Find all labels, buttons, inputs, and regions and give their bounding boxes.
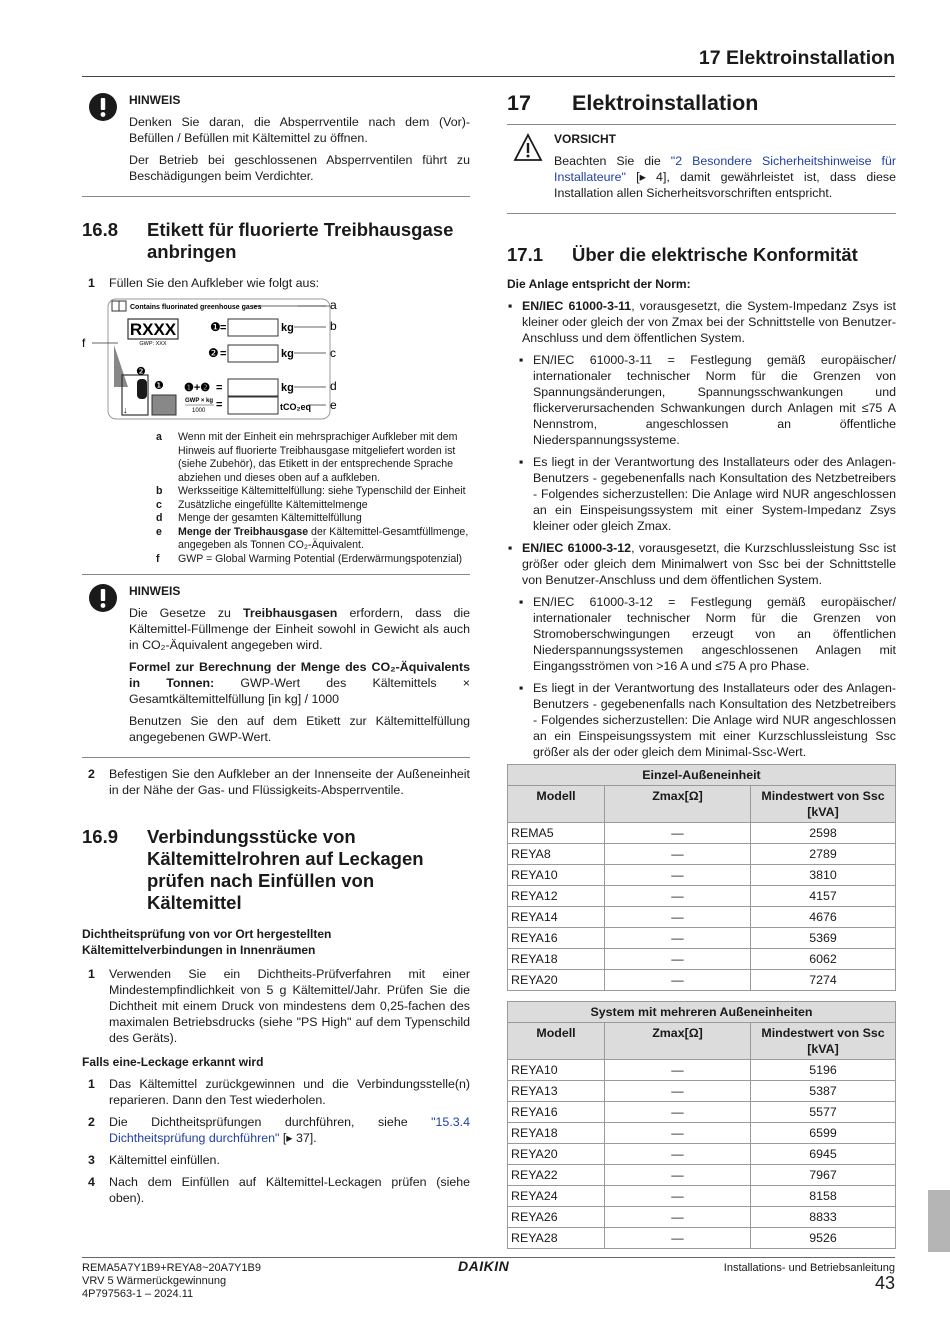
- section-heading-16-8: [82, 219, 470, 263]
- table-cell: —: [605, 1060, 751, 1081]
- notice-title: HINWEIS: [129, 93, 181, 107]
- table-cell: 4676: [751, 907, 896, 928]
- table-row: [508, 1060, 896, 1081]
- table-cell: —: [605, 928, 751, 949]
- footer-manual-title: Installations- und Betriebsanleitung: [723, 1262, 895, 1274]
- svg-text:=: =: [220, 322, 227, 334]
- label-sum: ❶+❷: [184, 382, 211, 394]
- table-cell: REYA18: [508, 1123, 605, 1144]
- table-cell: 2598: [751, 823, 896, 844]
- notice-hinweis-1: [82, 90, 470, 197]
- legend-item: a Wenn mit der Einheit ein mehrsprachiger Aufkleber mit dem Hinweis auf fluorierte Treibhausgase mitgeliefert worden ist (siehe Zubehör), das Etikett in der entsprechende Sprache abziehen und dieses oben auf a aufkleben.: [156, 431, 458, 484]
- table-cell: REYA18: [508, 949, 605, 970]
- table-cell: 3810: [751, 865, 896, 886]
- legend-item: e Menge der Treibhausgase der Kältemittel-Gesamtfüllmenge, angegeben als Tonnen CO₂-Äquivalent.: [156, 525, 469, 551]
- legend-item: c Zusätzliche eingefüllte Kältemittelmenge: [156, 498, 368, 511]
- footer-doc-info: REMA5A7Y1B9+REYA8~20A7Y1B9 VRV 5 Wärmerückgewinnung 4P797563-1 – 2024.11: [82, 1262, 261, 1300]
- table-row: [508, 1081, 896, 1102]
- step-number: 1: [88, 276, 95, 290]
- table-row: [508, 1165, 896, 1186]
- table-single-outdoor: Einzel-Außeneinheit Modell Zmax[Ω] Mindestwert von Ssc [kVA] REMA5 — 2598 REYA8 — 2789 REYA10 — 3810 REYA12 — 4157 REYA14 — 4676 REYA16 — 5369 REYA18 — 6062 REYA20 — 7274: [507, 764, 896, 991]
- table-cell: —: [605, 907, 751, 928]
- notice-title: HINWEIS: [129, 584, 181, 598]
- callout-c: c: [330, 346, 336, 360]
- table-cell: REYA20: [508, 970, 605, 991]
- step-item: 3 Kältemittel einfüllen.: [88, 1153, 220, 1167]
- notice-hinweis-2: [82, 575, 470, 758]
- table-caption: System mit mehreren Außeneinheiten: [508, 1002, 896, 1023]
- label-contains: Contains fluorinated greenhouse gases: [130, 304, 262, 311]
- callout-f: f: [82, 336, 86, 350]
- label-kg: kg: [281, 382, 294, 394]
- table-cell: REYA12: [508, 886, 605, 907]
- legend-item: f GWP = Global Warming Potential (Erderwärmungspotenzial): [156, 552, 463, 565]
- label-kg: kg: [281, 348, 294, 360]
- label-marker-two: ❷: [136, 366, 146, 378]
- table-cell: —: [605, 844, 751, 865]
- table-cell: 7274: [751, 970, 896, 991]
- chapter-tab-marker: [928, 1190, 950, 1252]
- table-cell: —: [605, 1081, 751, 1102]
- page-number: 43: [874, 1273, 895, 1293]
- table-cell: REYA26: [508, 1207, 605, 1228]
- table-row: [508, 823, 896, 844]
- table-cell: REYA13: [508, 1081, 605, 1102]
- notice-text: Benutzen Sie den auf dem Etikett zur Kältemittelfüllung angegebenen GWP-Wert.: [129, 714, 470, 744]
- notice-text: Denken Sie daran, die Absperrventile nach dem (Vor)-Befüllen / Befüllen mit Kältemittel zu öffnen.: [129, 115, 470, 145]
- table-cell: REYA10: [508, 865, 605, 886]
- bullet-item: ▪ EN/IEC 61000-3-11, vorausgesetzt, die System-Impedanz Zsys ist kleiner oder gleich der von Zmax bei der Schnittstelle von Benutzer-Anschluss und dem öffentlichen System.: [508, 299, 897, 345]
- table-cell: REYA22: [508, 1165, 605, 1186]
- table-row: [508, 844, 896, 865]
- table-cell: —: [605, 1123, 751, 1144]
- table-cell: —: [605, 823, 751, 844]
- subheading: Die Anlage entspricht der Norm:: [507, 277, 691, 291]
- table-cell: —: [605, 1144, 751, 1165]
- section-title: Etikett für fluorierte Treibhausgase anbringen: [147, 219, 454, 262]
- step-item: 1 Verwenden Sie ein Dichtheits-Prüfverfahren mit einer Mindestempfindlichkeit von 5 g Kältemittel/Jahr. Prüfen Sie die Dichtheit mit einem Druck von mindestens dem 0,25-fachen des maximalen Betriebsdrucks (siehe "PS High" auf dem Typenschild des Geräts).: [88, 967, 470, 1045]
- table-cell: REYA16: [508, 928, 605, 949]
- table-caption: Einzel-Außeneinheit: [508, 765, 896, 786]
- table-cell: —: [605, 886, 751, 907]
- step-item: 2 Die Dichtheitsprüfungen durchführen, siehe "15.3.4 Dichtheitsprüfung durchführen" [▸ 37].: [88, 1115, 470, 1145]
- table-cell: 9526: [751, 1228, 896, 1249]
- step-item: [82, 275, 470, 291]
- label-marker-two: ❷: [208, 346, 219, 360]
- table-row: [508, 1123, 896, 1144]
- table-cell: —: [605, 1102, 751, 1123]
- legend-item: b Werksseitige Kältemittelfüllung: siehe Typenschild der Einheit: [156, 485, 466, 497]
- table-cell: —: [605, 1186, 751, 1207]
- table-cell: 8158: [751, 1186, 896, 1207]
- svg-text:=: =: [216, 382, 223, 394]
- label-gwp: GWP: XXX: [139, 341, 167, 347]
- fgas-label-illustration: [82, 297, 470, 425]
- chapter-heading: 17 Elektroinstallation: [507, 91, 759, 115]
- svg-text:↓: ↓: [123, 405, 128, 415]
- table-row: [508, 907, 896, 928]
- table-cell: 8833: [751, 1207, 896, 1228]
- table-cell: 5369: [751, 928, 896, 949]
- table-cell: 5387: [751, 1081, 896, 1102]
- table-cell: 6945: [751, 1144, 896, 1165]
- label-legend: [156, 431, 470, 566]
- table-cell: —: [605, 949, 751, 970]
- label-marker-one: ❶: [154, 380, 164, 392]
- table-cell: REYA10: [508, 1060, 605, 1081]
- table-cell: 5196: [751, 1060, 896, 1081]
- table-multi-outdoor: System mit mehreren Außeneinheiten Modell Zmax[Ω] Mindestwert von Ssc [kVA] REYA10 — 5196 REYA13 — 5387 REYA16 — 5577 REYA18 — 6599 REYA20 — 6945 REYA22 — 7967 REYA24 — 8158 REYA26 — 8833 REYA28 — 9526: [507, 1001, 896, 1249]
- callout-e: e: [330, 398, 337, 412]
- callout-d: d: [330, 379, 337, 393]
- table-row: [508, 970, 896, 991]
- warning-triangle-icon: [513, 133, 543, 163]
- sub-bullet-item: ▪ Es liegt in der Verantwortung des Installateurs oder des Anlagen-Benutzers - gegebenenfalls nach Konsultation des Netzbetreibers - Folgendes sicherzustellen: Die Anlage wird NUR angeschlossen an ein Einspeisungssystem mit einer Kurzschlussleistung Ssc größer als der oder gleich dem Minimal-Ssc-Wert.: [519, 681, 896, 759]
- table-cell: —: [605, 1207, 751, 1228]
- sub-bullet-item: ▪ EN/IEC 61000-3-11 = Festlegung gemäß europäischer/ internationaler technischer Norm für die Grenzen von Spannungsänderungen, Spannungsschwankungen und flickerverursachenden Schwankungen durch Anlagen mit ≤75 A Nennstrom, angeschlossen an öffentliche Niederspannungssysteme.: [519, 353, 896, 447]
- table-cell: —: [605, 1165, 751, 1186]
- svg-text:=: =: [216, 399, 223, 411]
- cross-reference-link[interactable]: "15.3.4 Dichtheitsprüfung durchführen": [109, 1115, 470, 1145]
- table-cell: REYA20: [508, 1144, 605, 1165]
- section-heading-16-9: 16.9 Verbindungsstücke von Kältemittelrohren auf Leckagen prüfen nach Einfüllen von Kältemittel: [82, 826, 424, 913]
- sub-bullet-item: ▪ Es liegt in der Verantwortung des Installateurs oder des Anlagen-Benutzers - gegebenenfalls nach Konsultation des Netzbetreibers - Folgendes sicherzustellen: Die Anlage wird NUR angeschlossen an ein Einspeisungssystem mit einer System-Impedanz Zsys kleiner oder gleich Zmax.: [519, 455, 896, 533]
- label-divisor: 1000: [192, 408, 206, 414]
- label-rxxx: RXXX: [129, 320, 177, 339]
- table-cell: REYA16: [508, 1102, 605, 1123]
- section-heading-17-1: 17.1 Über die elektrische Konformität: [507, 244, 858, 265]
- table-cell: 5577: [751, 1102, 896, 1123]
- notice-formula: Formel zur Berechnung der Menge des CO₂-Äquivalents in Tonnen: GWP-Wert des Kältemittels × Gesamtkältemittelfüllung [in kg] / 1000: [129, 660, 470, 706]
- cross-reference-link[interactable]: "2 Besondere Sicherheitshinweise für Installateure": [554, 154, 896, 184]
- table-cell: —: [605, 865, 751, 886]
- table-row: [508, 865, 896, 886]
- table-row: [508, 949, 896, 970]
- table-cell: 2789: [751, 844, 896, 865]
- table-cell: REMA5: [508, 823, 605, 844]
- table-cell: 4157: [751, 886, 896, 907]
- table-cell: 7967: [751, 1165, 896, 1186]
- bullet-item: ▪ EN/IEC 61000-3-12, vorausgesetzt, die Kurzschlussleistung Ssc ist größer oder gleich dem Minimalwert von Ssc bei der Schnittstelle von Benutzer-Anschluss und dem öffentlichen System.: [508, 541, 896, 587]
- exclamation-icon: [88, 583, 118, 613]
- exclamation-icon: [88, 92, 118, 122]
- label-tco2: tCO₂eq: [280, 402, 311, 412]
- subheading: Dichtheitsprüfung von vor Ort hergestellten Kältemittelverbindungen in Innenräumen: [82, 927, 332, 957]
- table-cell: REYA8: [508, 844, 605, 865]
- notice-vorsicht: VORSICHT Beachten Sie die "2 Besondere Sicherheitshinweise für Installateure" [▸ 4], damit gewährleistet ist, dass diese Installation allen Sicherheitsvorschriften entspricht.: [507, 125, 896, 214]
- table-row: [508, 1207, 896, 1228]
- table-cell: REYA24: [508, 1186, 605, 1207]
- table-cell: —: [605, 970, 751, 991]
- callout-a: a: [330, 298, 337, 312]
- table-row: [508, 1228, 896, 1249]
- label-gwpkg: GWP × kg: [185, 398, 214, 404]
- table-row: [508, 1144, 896, 1165]
- header-rule: [82, 76, 895, 77]
- table-row: [508, 928, 896, 949]
- step-item: 1 Das Kältemittel zurückgewinnen und die Verbindungsstelle(n) reparieren. Dann den Test wiederholen.: [88, 1077, 470, 1107]
- table-cell: 6062: [751, 949, 896, 970]
- legend-item: d Menge der gesamten Kältemittelfüllung: [156, 512, 362, 524]
- table-cell: REYA14: [508, 907, 605, 928]
- sub-bullet-item: ▪ EN/IEC 61000-3-12 = Festlegung gemäß europäischer/ internationaler technischer Norm für die Grenzen von Stromoberschwingungen erzeugt von an öffentlichen Niederspannungssystemen angeschlossenen Anlagen mit Eingangsströmen von >16 A und ≤75 A pro Phase.: [519, 595, 896, 673]
- section-number: 16.8: [82, 219, 119, 240]
- table-cell: REYA28: [508, 1228, 605, 1249]
- label-kg: kg: [281, 322, 294, 334]
- table-cell: 6599: [751, 1123, 896, 1144]
- subheading: Falls eine-Leckage erkannt wird: [82, 1055, 264, 1069]
- callout-b: b: [330, 319, 337, 333]
- step-text: Füllen Sie den Aufkleber wie folgt aus:: [109, 276, 320, 290]
- daikin-logo: DAIKIN: [458, 1258, 510, 1274]
- right-column: [507, 90, 896, 1249]
- step-item: 2 Befestigen Sie den Aufkleber an der Innenseite der Außeneinheit in der Nähe der Gas- und Flüssigkeits-Absperrventile.: [88, 767, 470, 797]
- notice-text: Der Betrieb bei geschlossenen Absperrventilen führt zu Beschädigungen beim Verdichter.: [129, 153, 470, 183]
- table-row: [508, 1186, 896, 1207]
- left-column: [82, 90, 470, 1212]
- label-marker-one: ❶: [210, 320, 221, 334]
- table-cell: —: [605, 1228, 751, 1249]
- table-row: [508, 886, 896, 907]
- page-header-title: 17 Elektroinstallation: [698, 47, 895, 69]
- table-row: [508, 1102, 896, 1123]
- step-item: 4 Nach dem Einfüllen auf Kältemittel-Leckagen prüfen (siehe oben).: [88, 1175, 470, 1205]
- svg-text:=: =: [220, 348, 227, 360]
- notice-text: Die Gesetze zu Treibhausgasen erfordern, dass die Kältemittel-Füllmenge der Einheit sowohl in Gewicht als auch in CO₂-Äquivalent angegeben wird.: [129, 606, 470, 652]
